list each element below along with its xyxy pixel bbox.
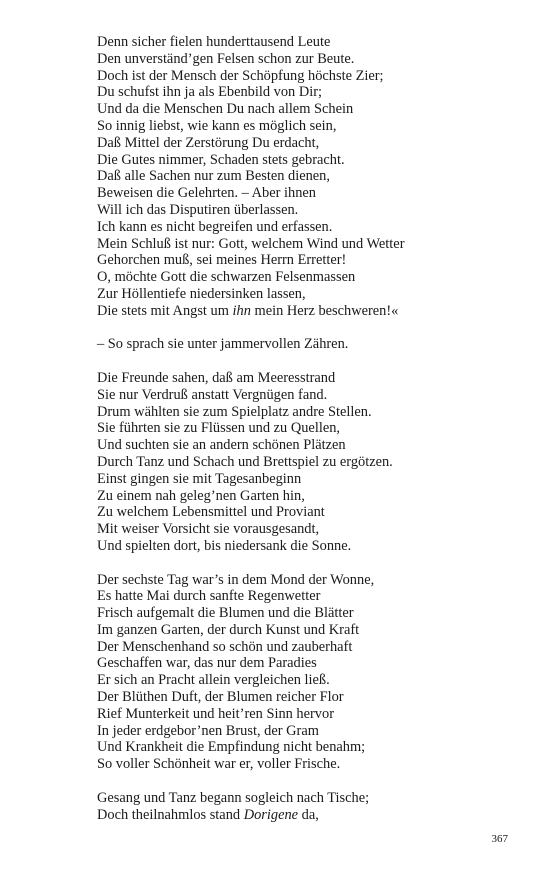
page-number: 367 bbox=[491, 833, 508, 845]
verse-line bbox=[97, 135, 517, 152]
stanza bbox=[97, 790, 517, 824]
verse-line bbox=[97, 34, 517, 51]
verse-line bbox=[97, 370, 517, 387]
verse-line bbox=[97, 219, 517, 236]
verse-line bbox=[97, 168, 517, 185]
line-text: Geschaffen war, das nur dem Paradies bbox=[97, 655, 317, 672]
verse-line bbox=[97, 807, 517, 824]
line-text: Sie führten sie zu Flüssen und zu Quellen, bbox=[97, 420, 340, 437]
line-text: Drum wählten sie zum Spielplatz andre Stellen. bbox=[97, 403, 372, 420]
verse-line bbox=[97, 605, 517, 622]
stanza bbox=[97, 34, 517, 320]
line-text: Doch theilnahmlos stand bbox=[97, 806, 244, 823]
line-text: Ich kann es nicht begreifen und erfassen. bbox=[97, 218, 333, 235]
line-text: Daß Mittel der Zerstörung Du erdacht, bbox=[97, 134, 320, 151]
verse-line bbox=[97, 303, 517, 320]
verse-line bbox=[97, 420, 517, 437]
verse-line bbox=[97, 118, 517, 135]
line-text: Zu einem nah geleg’nen Garten hin, bbox=[97, 487, 305, 504]
line-text: Es hatte Mai durch sanfte Regenwetter bbox=[97, 588, 321, 605]
verse-line bbox=[97, 504, 517, 521]
verse-line bbox=[97, 387, 517, 404]
verse-line bbox=[97, 68, 517, 85]
verse-line bbox=[97, 689, 517, 706]
line-text: Durch Tanz und Schach und Brettspiel zu ergötzen. bbox=[97, 453, 393, 470]
line-text: Doch ist der Mensch der Schöpfung höchste Zier; bbox=[97, 67, 384, 84]
line-text: Frisch aufgemalt die Blumen und die Blätter bbox=[97, 605, 354, 622]
verse-line bbox=[97, 471, 517, 488]
verse-line bbox=[97, 437, 517, 454]
verse-line bbox=[97, 236, 517, 253]
verse-line bbox=[97, 655, 517, 672]
verse-line bbox=[97, 51, 517, 68]
verse-line bbox=[97, 101, 517, 118]
line-text: Beweisen die Gelehrten. – Aber ihnen bbox=[97, 185, 316, 202]
line-text: Und da die Menschen Du nach allem Schein bbox=[97, 101, 354, 118]
stanza bbox=[97, 370, 517, 555]
verse-line bbox=[97, 572, 517, 589]
line-text: da, bbox=[298, 806, 319, 823]
verse-line bbox=[97, 790, 517, 807]
line-text: Der Menschenhand so schön und zauberhaft bbox=[97, 638, 353, 655]
verse-line bbox=[97, 202, 517, 219]
verse-line bbox=[97, 488, 517, 505]
line-text: Die Gutes nimmer, Schaden stets gebracht. bbox=[97, 151, 345, 168]
italic-text: Dorigene bbox=[243, 806, 299, 823]
line-text: Der sechste Tag war’s in dem Mond der Wonne, bbox=[97, 571, 375, 588]
verse-line bbox=[97, 404, 517, 421]
verse-line bbox=[97, 622, 517, 639]
verse-line bbox=[97, 672, 517, 689]
stanza bbox=[97, 572, 517, 774]
verse-line bbox=[97, 723, 517, 740]
line-text: Die stets mit Angst um bbox=[97, 302, 233, 319]
line-text: Im ganzen Garten, der durch Kunst und Kraft bbox=[97, 621, 360, 638]
verse-line bbox=[97, 84, 517, 101]
verse-line bbox=[97, 538, 517, 555]
verse-line bbox=[97, 756, 517, 773]
line-text: Mein Schluß ist nur: Gott, welchem Wind und Wetter bbox=[97, 235, 405, 252]
line-text: Sie nur Verdruß anstatt Vergnügen fand. bbox=[97, 386, 328, 403]
italic-text: ihn bbox=[232, 302, 251, 319]
line-text: Zu welchem Lebensmittel und Proviant bbox=[97, 504, 325, 521]
line-text: O, möchte Gott die schwarzen Felsenmassen bbox=[97, 269, 356, 286]
line-text: Und suchten sie an andern schönen Plätzen bbox=[97, 437, 346, 454]
verse-line bbox=[97, 286, 517, 303]
line-text: mein Herz beschweren!« bbox=[250, 302, 399, 319]
verse-line bbox=[97, 152, 517, 169]
line-text: Und Krankheit die Empfindung nicht benahm; bbox=[97, 739, 366, 756]
verse-line bbox=[97, 739, 517, 756]
line-text: Er sich an Pracht allein vergleichen ließ. bbox=[97, 672, 330, 689]
line-text: Daß alle Sachen nur zum Besten dienen, bbox=[97, 168, 330, 185]
line-text: Den unverständ’gen Felsen schon zur Beute. bbox=[97, 50, 355, 67]
line-text: In jeder erdgebor’nen Brust, der Gram bbox=[97, 722, 319, 739]
verse-line bbox=[97, 185, 517, 202]
line-text: Die Freunde sahen, daß am Meeresstrand bbox=[97, 369, 336, 386]
line-text: Mit weiser Vorsicht sie vorausgesandt, bbox=[97, 521, 320, 538]
verse-line bbox=[97, 269, 517, 286]
stanza bbox=[97, 336, 517, 353]
line-text: Gehorchen muß, sei meines Herrn Erretter! bbox=[97, 252, 347, 269]
line-text: Der Blüthen Duft, der Blumen reicher Flor bbox=[97, 689, 344, 706]
verse-line bbox=[97, 521, 517, 538]
line-text: Und spielten dort, bis niedersank die Sonne. bbox=[97, 537, 352, 554]
line-text: Zur Höllentiefe niedersinken lassen, bbox=[97, 285, 306, 302]
line-text: – So sprach sie unter jammervollen Zähren. bbox=[97, 336, 349, 353]
verse-line bbox=[97, 706, 517, 723]
verse-line bbox=[97, 588, 517, 605]
verse-line bbox=[97, 454, 517, 471]
line-text: Du schufst ihn ja als Ebenbild von Dir; bbox=[97, 84, 323, 101]
verse-line bbox=[97, 252, 517, 269]
line-text: Rief Munterkeit und heit’ren Sinn hervor bbox=[97, 705, 334, 722]
line-text: Einst gingen sie mit Tagesanbeginn bbox=[97, 470, 302, 487]
verse-line bbox=[97, 639, 517, 656]
line-text: So innig liebst, wie kann es möglich sein, bbox=[97, 117, 337, 134]
poem-text bbox=[97, 34, 517, 840]
verse-line bbox=[97, 336, 517, 353]
line-text: So voller Schönheit war er, voller Frische. bbox=[97, 756, 341, 773]
line-text: Denn sicher fielen hunderttausend Leute bbox=[97, 34, 331, 50]
line-text: Will ich das Disputiren überlassen. bbox=[97, 201, 299, 218]
line-text: Gesang und Tanz begann sogleich nach Tische; bbox=[97, 789, 370, 806]
